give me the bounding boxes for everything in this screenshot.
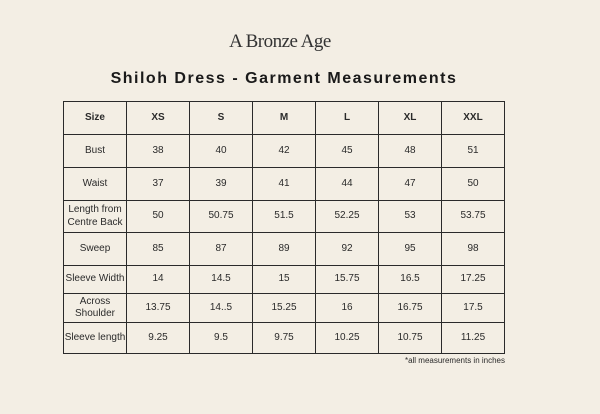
table-row (64, 323, 505, 354)
column-header: XL (379, 102, 442, 135)
table-cell: 47 (379, 168, 442, 201)
table-cell: 9.25 (127, 323, 190, 354)
table-cell: 14.5 (190, 266, 253, 294)
table-cell: 87 (190, 233, 253, 266)
measurements-table (63, 101, 505, 354)
table-header-row (64, 102, 505, 135)
footnote: *all measurements in inches (404, 356, 505, 365)
row-label: Waist (64, 168, 127, 201)
table-cell: 15.25 (253, 294, 316, 323)
table-cell: 10.25 (316, 323, 379, 354)
table-cell: 50.75 (190, 201, 253, 233)
column-header: Size (64, 102, 127, 135)
table-row (64, 233, 505, 266)
table-cell: 17.25 (442, 266, 505, 294)
table-cell: 11.25 (442, 323, 505, 354)
column-header: S (190, 102, 253, 135)
table-cell: 89 (253, 233, 316, 266)
table-row (64, 135, 505, 168)
table-cell: 15.75 (316, 266, 379, 294)
table-cell: 10.75 (379, 323, 442, 354)
table-row (64, 294, 505, 323)
table-cell: 50 (127, 201, 190, 233)
column-header: XXL (442, 102, 505, 135)
table-cell: 98 (442, 233, 505, 266)
table-cell: 44 (316, 168, 379, 201)
table-cell: 42 (253, 135, 316, 168)
table-cell: 16.5 (379, 266, 442, 294)
table-cell: 48 (379, 135, 442, 168)
table-cell: 45 (316, 135, 379, 168)
table-cell: 52.25 (316, 201, 379, 233)
page-title: Shiloh Dress - Garment Measurements (110, 70, 458, 87)
table-cell: 37 (127, 168, 190, 201)
table-cell: 38 (127, 135, 190, 168)
table-cell: 41 (253, 168, 316, 201)
table-cell: 13.75 (127, 294, 190, 323)
column-header: M (253, 102, 316, 135)
row-label: Sleeve length (64, 323, 127, 354)
table-cell: 17.5 (442, 294, 505, 323)
table-row (64, 266, 505, 294)
row-label: Sleeve Width (64, 266, 127, 294)
table-cell: 53.75 (442, 201, 505, 233)
table-row (64, 201, 505, 233)
row-label: Across Shoulder (64, 294, 127, 323)
row-label: Sweep (64, 233, 127, 266)
table-cell: 14 (127, 266, 190, 294)
table-cell: 9.5 (190, 323, 253, 354)
column-header: L (316, 102, 379, 135)
brand-logo: A Bronze Age (229, 31, 331, 52)
table-cell: 14..5 (190, 294, 253, 323)
table-cell: 95 (379, 233, 442, 266)
column-header: XS (127, 102, 190, 135)
table-cell: 53 (379, 201, 442, 233)
table-cell: 15 (253, 266, 316, 294)
table-cell: 16 (316, 294, 379, 323)
row-label: Bust (64, 135, 127, 168)
table-cell: 92 (316, 233, 379, 266)
table-cell: 51 (442, 135, 505, 168)
table-row (64, 168, 505, 201)
row-label: Length from Centre Back (64, 201, 127, 233)
table-cell: 9.75 (253, 323, 316, 354)
table-cell: 16.75 (379, 294, 442, 323)
table-cell: 39 (190, 168, 253, 201)
table-cell: 40 (190, 135, 253, 168)
table-cell: 51.5 (253, 201, 316, 233)
table-cell: 50 (442, 168, 505, 201)
table-cell: 85 (127, 233, 190, 266)
